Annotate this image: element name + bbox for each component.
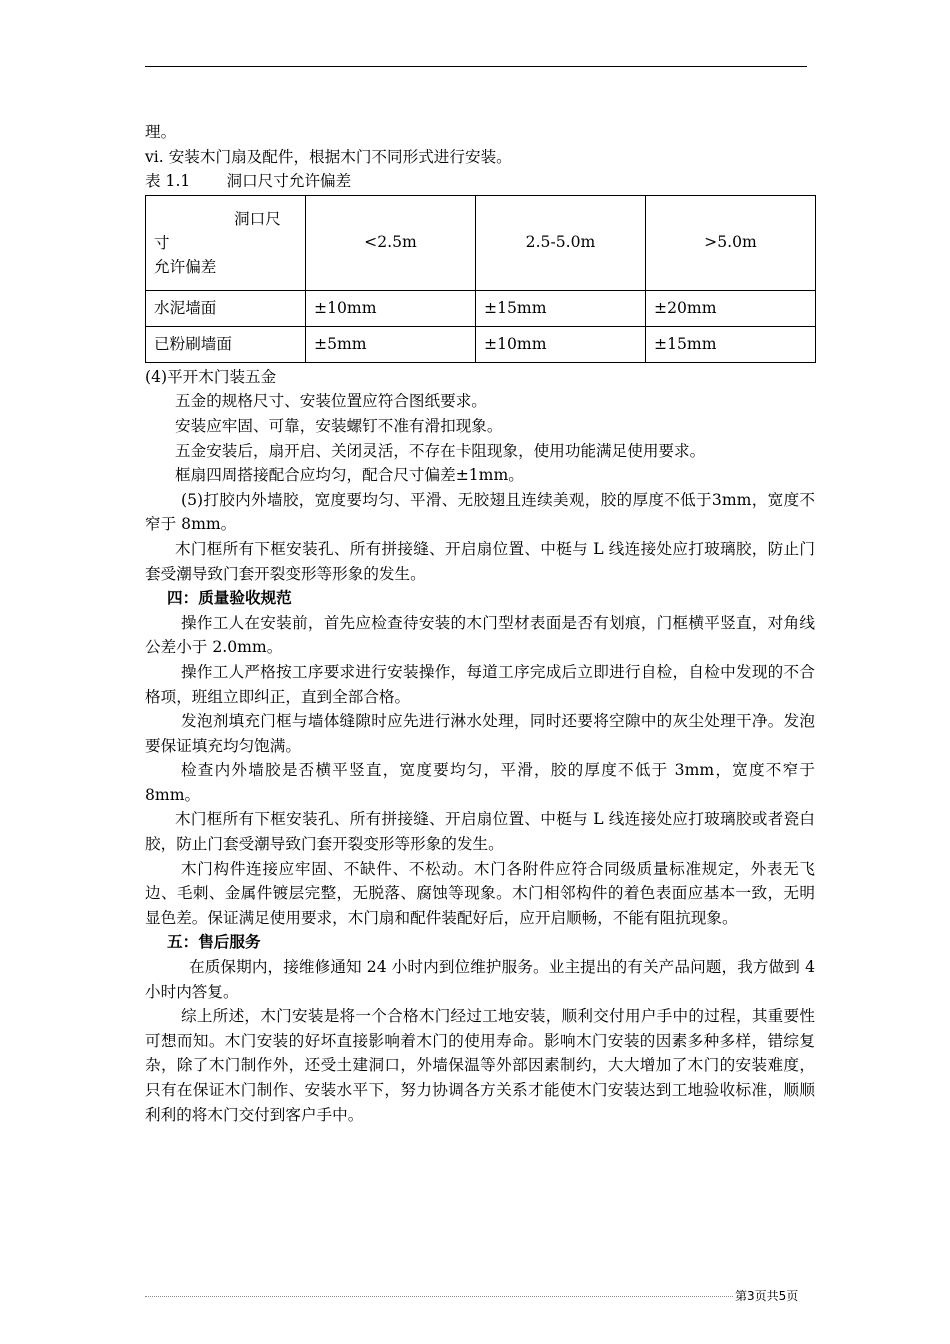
paragraph: 五金安装后，扇开启、关闭灵活，不存在卡阻现象，使用功能满足使用要求。 [175,441,706,460]
table-cell: ±5mm [306,326,476,362]
row-label: 水泥墙面 [146,290,306,326]
table-row [146,290,816,326]
page-number: 第3页共5页 [735,1289,799,1303]
section-heading-quality: 四：质量验收规范 [167,588,292,608]
table-caption: 表 1.1 洞口尺寸允许偏差 [145,172,352,191]
paragraph: 在质保期内，接维修通知 24 小时内到位维护服务。业主提出的有关产品问题，我方做到 4 小时内答复。 [145,958,815,1001]
paragraph: 五金的规格尺寸、安装位置应符合图纸要求。 [175,392,487,411]
section-heading-service: 五：售后服务 [167,932,261,952]
paragraph: 操作工人在安装前，首先应检查待安装的木门型材表面是否有划痕，门框横平竖直，对角线公差小于 2.0mm。 [145,613,815,657]
paragraph: 操作工人严格按工序要求进行安装操作，每道工序完成后立即进行自检，自检中发现的不合格项，班组立即纠正，直到全部合格。 [145,662,815,706]
paragraph: (5)打胶内外墙胶，宽度要均匀、平滑、无胶翅且连续美观，胶的厚度不低于3mm，宽度不窄于 8mm。 [145,490,815,534]
paragraph: 木门框所有下框安装孔、所有拼接缝、开启扇位置、中梃与 L 线连接处应打玻璃胶，防止门套受潮导致门套开裂变形等形象的发生。 [145,539,815,583]
table-cell: ±15mm [476,290,646,326]
table-cell: ±10mm [306,290,476,326]
column-header: >5.0m [646,195,816,290]
corner-label-mid: 寸 [154,233,170,252]
column-header: 2.5-5.0m [476,195,646,290]
document-body [145,120,815,1127]
paragraph: 检查内外墙胶是否横平竖直，宽度要均匀，平滑，胶的厚度不低于 3mm，宽度不窄于 8mm。 [145,761,815,804]
corner-label-bottom: 允许偏差 [154,257,217,276]
footer-rule [145,1296,733,1297]
paragraph: 木门框所有下框安装孔、所有拼接缝、开启扇位置、中梃与 L 线连接处应打玻璃胶或者瓷白胶，防止门套受潮导致门套开裂变形等形象的发生。 [145,810,815,854]
paragraph: 安装应牢固、可靠，安装螺钉不准有滑扣现象。 [175,416,503,435]
table-cell: ±20mm [646,290,816,326]
table-cell: ±10mm [476,326,646,362]
row-label: 已粉刷墙面 [146,326,306,362]
column-header: <2.5m [306,195,476,290]
paragraph: vi. 安装木门扇及配件，根据木门不同形式进行安装。 [145,147,512,166]
tolerance-table [145,195,816,363]
section-title: (4)平开木门装五金 [145,367,277,386]
table-header-row [146,195,816,290]
table-corner-cell [146,195,306,290]
paragraph: 框扇四周搭接配合应均匀，配合尺寸偏差±1mm。 [175,466,524,485]
paragraph: 理。 [145,123,177,141]
table-row [146,326,816,362]
table-cell: ±15mm [646,326,816,362]
paragraph: 综上所述，木门安装是将一个合格木门经过工地安装，顺利交付用户手中的过程，其重要性可想而知。木门安装的好坏直接影响着木门的使用寿命。影响木门安装的因素多种多样，错综复杂，除了木门制作外，还受土建洞口，外墙保温等外部因素制约，大大增加了木门的安装难度，只有在保证木门制作、安装水平下，努力协调各方关系才能使木门安装达到工地验收标准，顺顺利利的将木门交付到客户手中。 [145,1007,815,1124]
paragraph: 木门构件连接应牢固、不缺件、不松动。木门各附件应符合同级质量标准规定，外表无飞边、毛刺、金属件镀层完整，无脱落、腐蚀等现象。木门相邻构件的着色表面应基本一致，无明显色差。保证满足使用要求，木门扇和配件装配好后，应开启顺畅，不能有阻抗现象。 [145,859,815,927]
header-rule [145,66,807,67]
paragraph: 发泡剂填充门框与墙体缝隙时应先进行淋水处理，同时还要将空隙中的灰尘处理干净。发泡要保证填充均匀饱满。 [145,712,815,755]
corner-label-top: 洞口尺 [234,209,281,228]
